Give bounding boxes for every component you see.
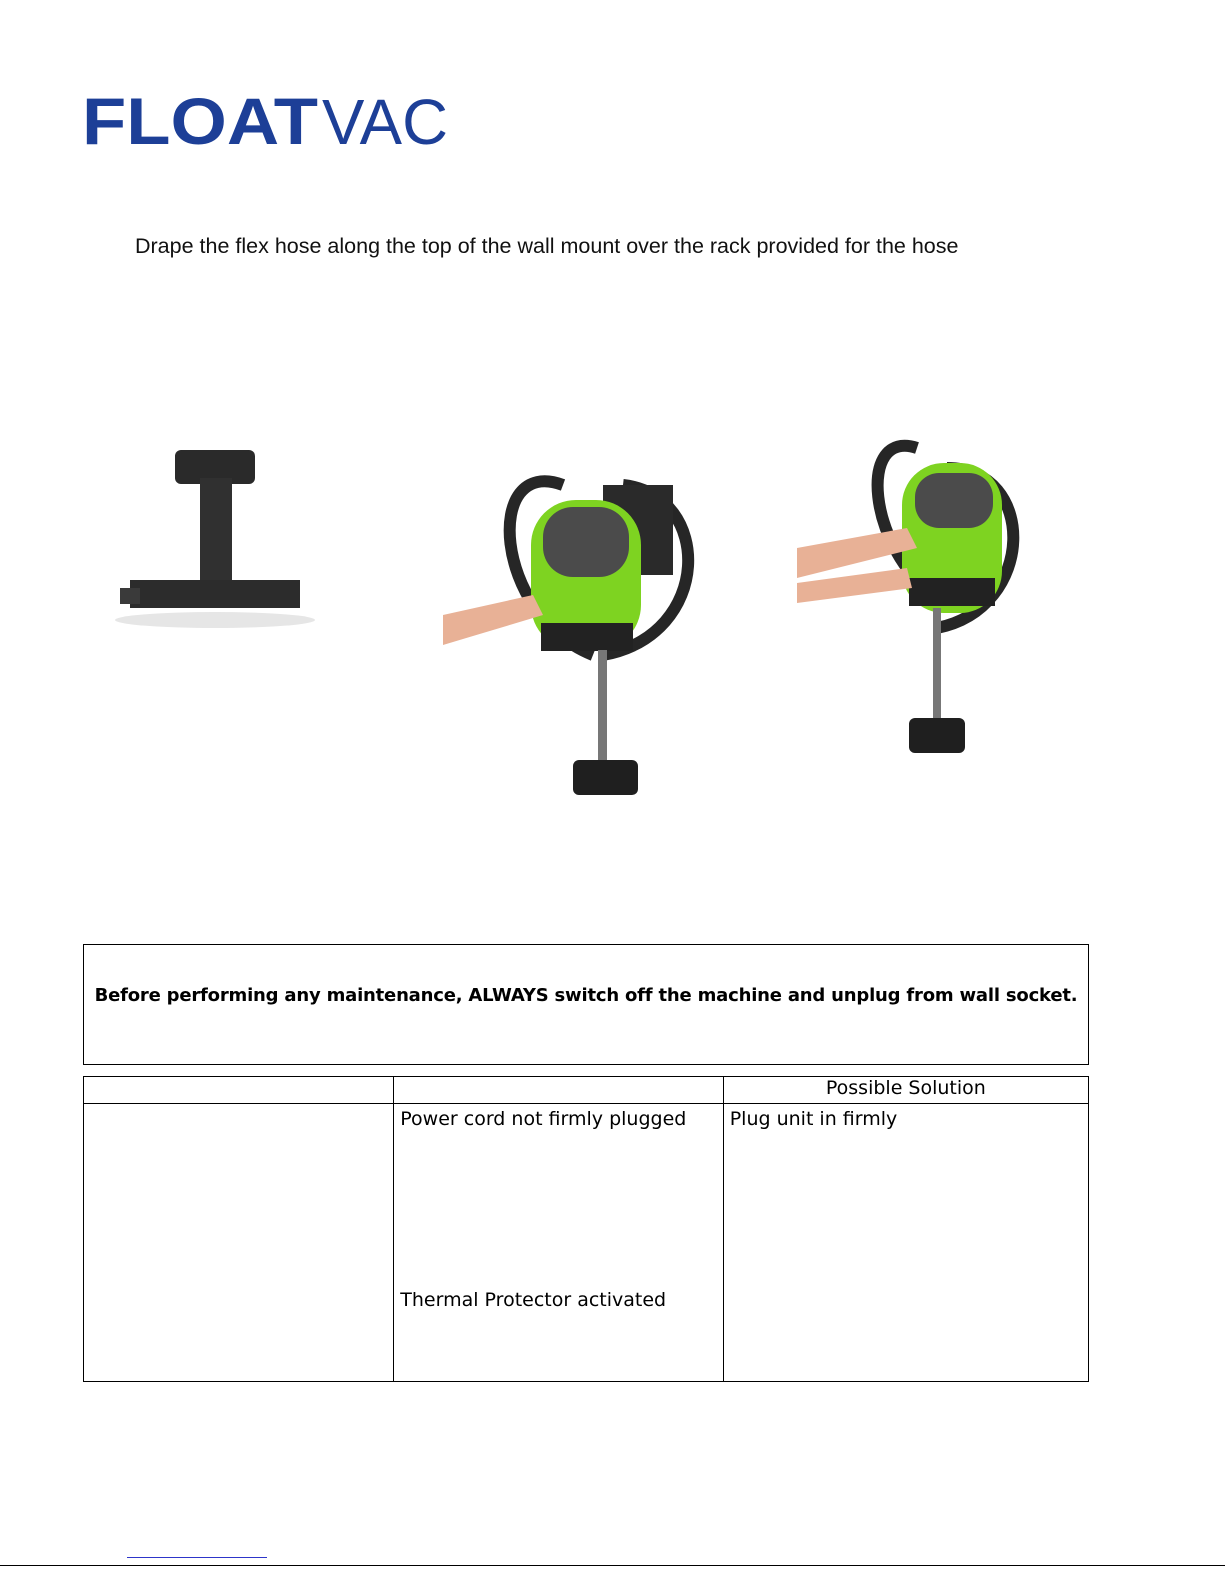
problem-text <box>84 1104 393 1107</box>
wall-mount-bracket-image <box>90 420 375 660</box>
cause-cell <box>394 1104 723 1382</box>
cause-text-2: Thermal Protector activated <box>400 1289 667 1311</box>
header-solution: Possible Solution <box>723 1077 1088 1104</box>
instruction-text: Drape the flex hose along the top of the wall mount over the rack provided for the hose <box>135 234 959 258</box>
maintenance-warning-text: Before performing any maintenance, ALWAYS switch off the machine and unplug from wall socket. <box>94 985 1078 1006</box>
solution-text: Plug unit in firmly <box>729 1108 898 1130</box>
cause-text-1: Power cord not firmly plugged <box>400 1108 687 1130</box>
vacuum-wall-mounted-image-2 <box>797 428 1032 808</box>
logo-vac: VAC <box>322 88 448 148</box>
problem-cell <box>84 1104 394 1382</box>
footer-link-underline[interactable] <box>127 1557 267 1558</box>
footer-divider <box>0 1565 1225 1566</box>
table-header-row <box>84 1077 1089 1104</box>
troubleshooting-table <box>83 1076 1089 1382</box>
table-row <box>84 1104 1089 1382</box>
vacuum-wall-mounted-image-1 <box>443 455 703 810</box>
logo-float: FLOAT <box>82 88 318 148</box>
floatvac-logo <box>82 88 452 148</box>
header-cause <box>394 1077 723 1104</box>
maintenance-warning-box <box>83 944 1089 1065</box>
header-problem <box>84 1077 394 1104</box>
solution-cell <box>723 1104 1088 1382</box>
